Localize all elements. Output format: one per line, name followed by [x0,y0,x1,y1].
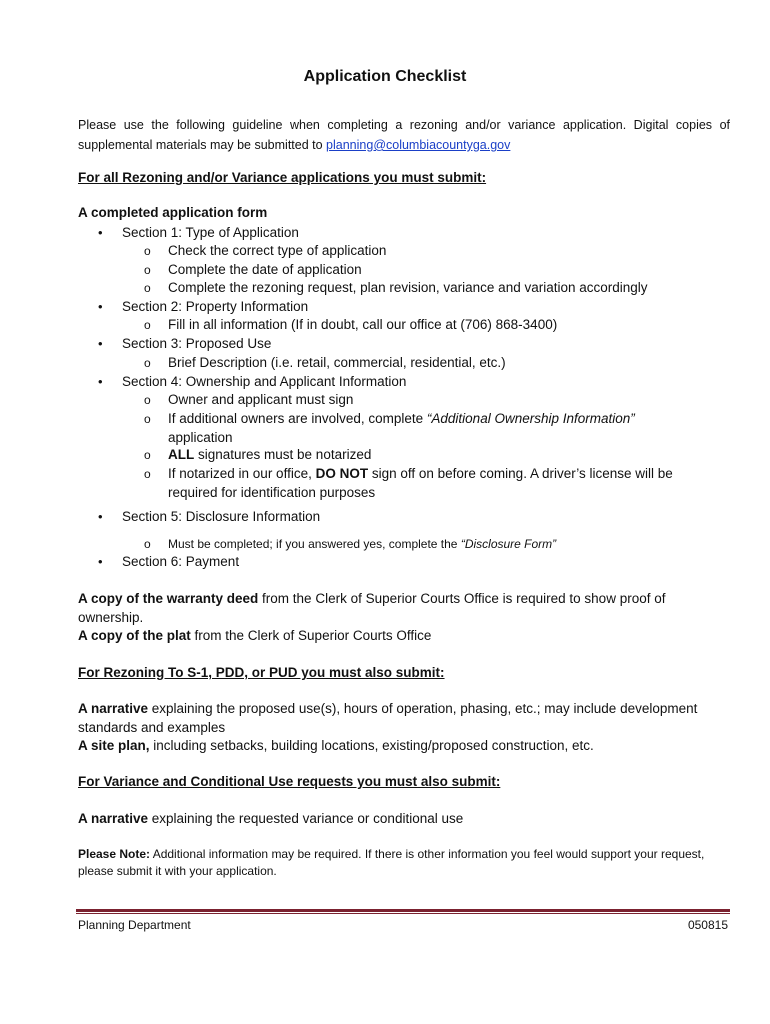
section4-item-a: Owner and applicant must sign [168,392,354,407]
section2-item-a: Fill in all information (If in doubt, call our office at (706) 868-3400) [168,317,558,332]
bullet-icon: • [98,299,103,314]
section4-item-c [168,446,708,465]
section1-item-b: Complete the date of application [168,262,362,277]
circle-bullet-icon: o [144,356,151,370]
section4-item-b-continuation: application [168,429,233,445]
section4-item-c-text: signatures must be notarized [194,447,372,462]
footer-code: 050815 [687,918,728,932]
footer-department: Planning Department [78,918,191,932]
section4-item-b-emphasis: “Additional Ownership Information” [426,411,635,426]
circle-bullet-icon: o [144,448,151,462]
section5-item-a [168,535,708,554]
section3-item-a: Brief Description (i.e. retail, commercial, residential, etc.) [168,355,506,370]
section3-label: Section 3: Proposed Use [122,336,272,351]
site-plan-paragraph [78,737,718,756]
bullet-icon: • [98,225,103,240]
rezoning-narrative-bold: A narrative [78,701,149,716]
section-all-heading: For all Rezoning and/or Variance applications you must submit: [78,170,487,185]
circle-bullet-icon: o [144,281,151,295]
please-note-paragraph [78,846,718,880]
bullet-icon: • [98,336,103,351]
warranty-deed-bold: A copy of the warranty deed [78,591,259,606]
bullet-icon: • [98,374,103,389]
plat-paragraph [78,627,718,646]
email-link[interactable]: planning@columbiacountyga.gov [326,138,511,152]
section4-item-d-text: If notarized in our office, [168,466,316,481]
section6-label: Section 6: Payment [122,554,240,569]
section4-item-c-bold: ALL [168,447,195,462]
section4-label: Section 4: Ownership and Applicant Information [122,374,407,389]
please-note-bold: Please Note: [78,847,151,861]
section4-item-d [168,465,698,502]
warranty-deed-paragraph [78,590,718,627]
form-label: A completed application form [78,205,268,220]
circle-bullet-icon: o [144,263,151,277]
section4-item-d-bold: DO NOT [315,466,369,481]
circle-bullet-icon: o [144,467,151,481]
section-variance-heading: For Variance and Conditional Use requests you must also submit: [78,774,501,789]
intro-paragraph [78,115,730,155]
site-plan-text: including setbacks, building locations, existing/proposed construction, etc. [149,738,594,753]
section2-label: Section 2: Property Information [122,299,309,314]
section4-item-b-text: If additional owners are involved, complete [168,411,427,426]
please-note-text: Additional information may be required. If there is other information you feel would support your request, please submit it with your application. [78,847,705,878]
section5-item-a-text: Must be completed; if you answered yes, complete the [168,537,461,551]
circle-bullet-icon: o [144,393,151,407]
warranty-deed-text: from the Clerk of Superior Courts Office is required to show proof of ownership. [78,591,666,625]
circle-bullet-icon: o [144,244,151,258]
section1-label: Section 1: Type of Application [122,225,299,240]
circle-bullet-icon: o [144,412,151,426]
plat-bold: A copy of the plat [78,628,191,643]
page-title: Application Checklist [303,68,467,85]
variance-narrative-paragraph [78,810,718,829]
section1-item-c: Complete the rezoning request, plan revision, variance and variation accordingly [168,280,648,295]
rezoning-narrative-paragraph [78,700,718,737]
plat-text: from the Clerk of Superior Courts Office [190,628,432,643]
circle-bullet-icon: o [144,537,151,551]
footer-rule [76,909,730,912]
section5-item-a-emphasis: “Disclosure Form” [460,537,557,551]
footer-rule-thin [76,913,730,914]
rezoning-narrative-text: explaining the proposed use(s), hours of operation, phasing, etc.; may include development standards and examples [78,701,698,735]
intro-text: Please use the following guideline when completing a rezoning and/or variance application. Digital copies of supplemental materials may be submitted to [78,118,730,152]
section4-item-d-rest: sign off on before coming. A driver’s license will be required for identification purposes [168,466,673,500]
section4-item-b [168,410,708,447]
section1-item-a: Check the correct type of application [168,243,387,258]
site-plan-bold: A site plan, [78,738,150,753]
bullet-icon: • [98,554,103,569]
section5-label: Section 5: Disclosure Information [122,509,321,524]
circle-bullet-icon: o [144,318,151,332]
variance-narrative-text: explaining the requested variance or conditional use [148,811,464,826]
variance-narrative-bold: A narrative [78,811,149,826]
bullet-icon: • [98,509,103,524]
section-rezoning-heading: For Rezoning To S-1, PDD, or PUD you must also submit: [78,665,445,680]
